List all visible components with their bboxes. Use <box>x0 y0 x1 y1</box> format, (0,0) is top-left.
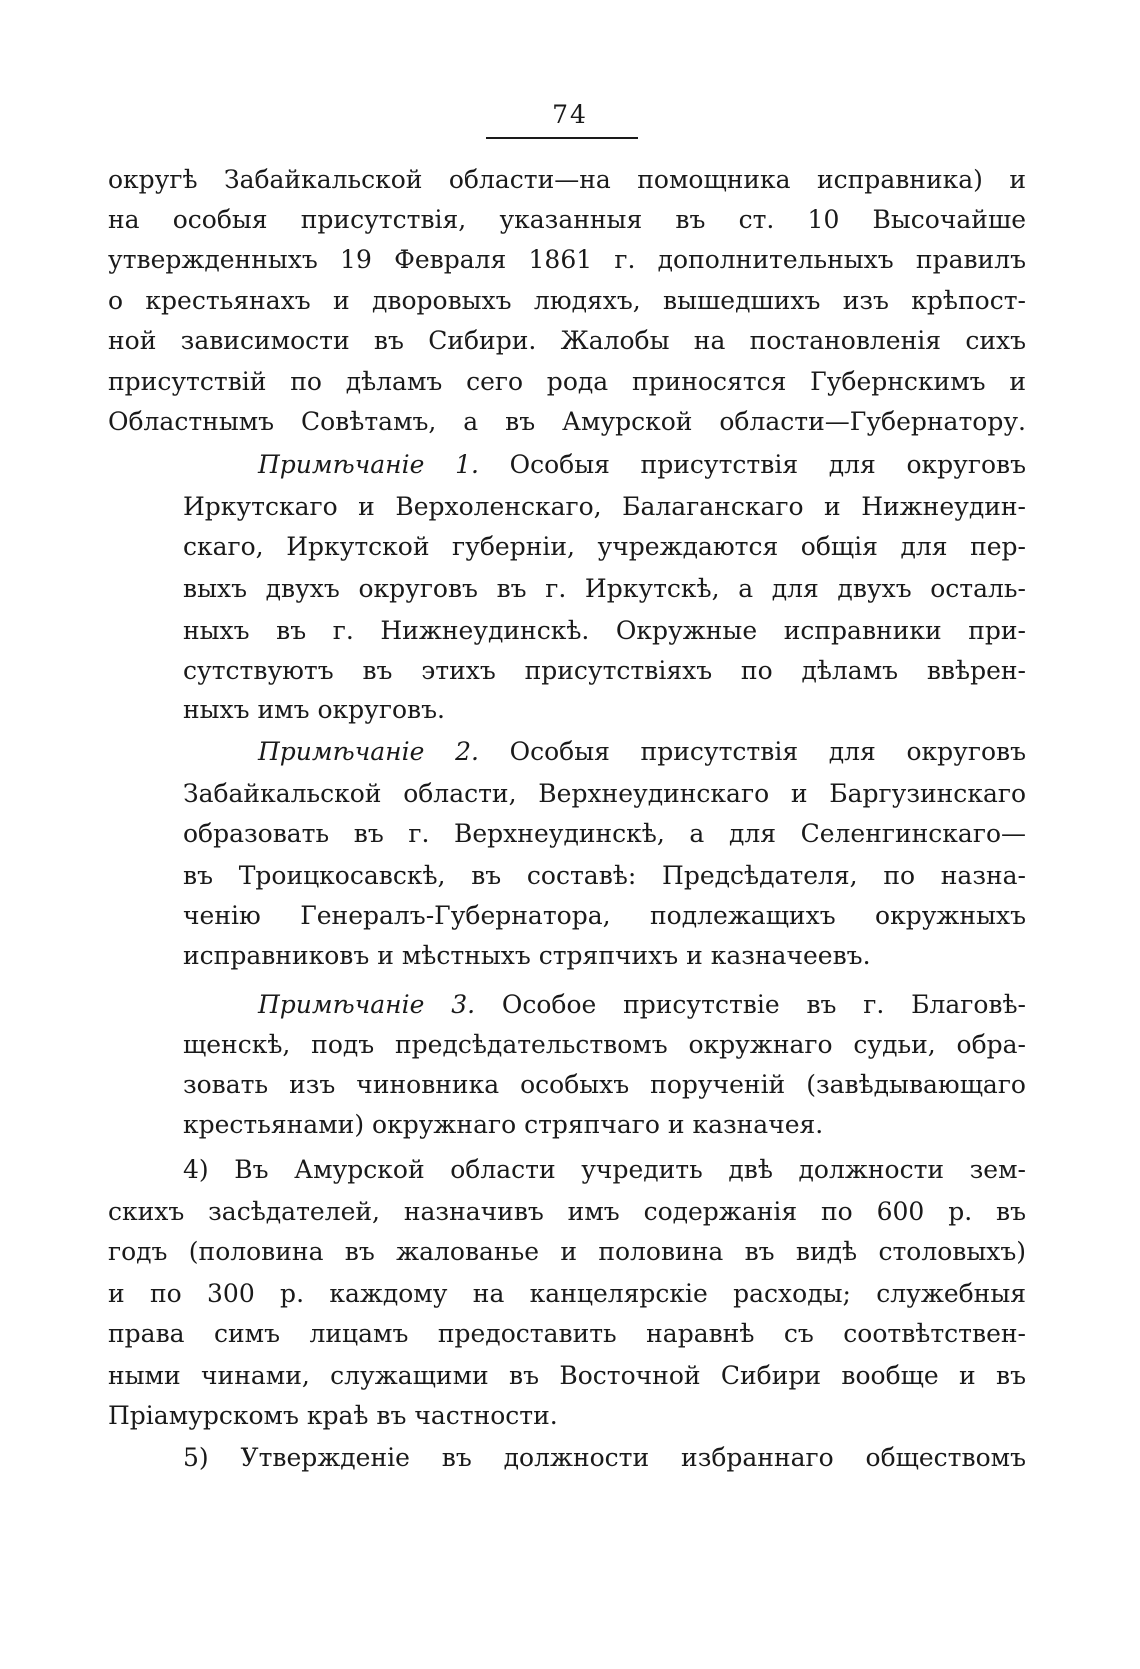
text-line: образовать въ г. Верхнеудинскѣ, а для Селенгинскаго— <box>183 819 1026 848</box>
text-line: присутствій по дѣламъ сего рода приносятся Губернскимъ и <box>108 367 1026 396</box>
note-2-first-line-text: Особыя присутствія для округовъ <box>509 737 1026 766</box>
text-line: права симъ лицамъ предоставить наравнѣ съ соотвѣтствен- <box>108 1319 1026 1348</box>
note-3-first-line <box>258 985 1026 1025</box>
text-line: щенскѣ, подъ предсѣдательствомъ окружнаго судьи, обра- <box>183 1030 1026 1059</box>
note-2-label: Примѣчаніе 2. <box>258 737 479 766</box>
text-line: скихъ засѣдателей, назначивъ имъ содержанія по 600 р. въ <box>108 1197 1026 1226</box>
text-line: ными чинами, служащими въ Восточной Сибири вообще и въ <box>108 1361 1026 1390</box>
text-line: зовать изъ чиновника особыхъ порученій (завѣдывающаго <box>183 1070 1026 1099</box>
text-line: Иркутскаго и Верхоленскаго, Балаганскаго и Нижнеудин- <box>183 492 1026 521</box>
text-line: Областнымъ Совѣтамъ, а въ Амурской области—Губернатору. <box>108 407 1026 436</box>
text-line: крестьянами) окружнаго стряпчаго и казначея. <box>183 1110 824 1139</box>
page-number: 74 <box>552 100 588 129</box>
text-line: скаго, Иркутской губерніи, учреждаются общія для пер- <box>183 532 1026 561</box>
text-line: ной зависимости въ Сибири. Жалобы на постановленія сихъ <box>108 326 1026 355</box>
text-line: Пріамурскомъ краѣ въ частности. <box>108 1401 558 1430</box>
text-line: ныхъ имъ округовъ. <box>183 695 445 724</box>
text-line: ныхъ въ г. Нижнеудинскѣ. Окружные исправники при- <box>183 616 1026 645</box>
text-line: на особыя присутствія, указанныя въ ст. 10 Высочайше <box>108 205 1026 234</box>
text-line: выхъ двухъ округовъ въ г. Иркутскѣ, а для двухъ осталь- <box>183 574 1026 603</box>
text-line: 4) Въ Амурской области учредить двѣ должности зем- <box>183 1155 1026 1184</box>
note-2-first-line <box>258 732 1026 772</box>
note-3-label: Примѣчаніе 3. <box>258 990 476 1019</box>
page-number-rule <box>486 137 638 139</box>
note-1-first-line-text: Особыя присутствія для округовъ <box>509 450 1026 479</box>
text-line: Забайкальской области, Верхнеудинскаго и Баргузинскаго <box>183 779 1026 808</box>
text-line: годъ (половина въ жалованье и половина въ видѣ столовыхъ) <box>108 1237 1026 1266</box>
note-1-first-line <box>258 445 1026 485</box>
text-line: ченію Генералъ-Губернатора, подлежащихъ окружныхъ <box>183 901 1026 930</box>
note-3-first-line-text: Особое присутствіе въ г. Благовѣ- <box>501 990 1026 1019</box>
text-line: округѣ Забайкальской области—на помощника исправника) и <box>108 165 1026 194</box>
text-line: и по 300 р. каждому на канцелярскіе расходы; служебныя <box>108 1279 1026 1308</box>
text-line: исправниковъ и мѣстныхъ стряпчихъ и казначеевъ. <box>183 941 871 970</box>
text-line: сутствуютъ въ этихъ присутствіяхъ по дѣламъ ввѣрен- <box>183 656 1026 685</box>
note-1-label: Примѣчаніе 1. <box>258 450 479 479</box>
text-line: о крестьянахъ и дворовыхъ людяхъ, вышедшихъ изъ крѣпост- <box>108 286 1026 315</box>
text-line: 5) Утвержденіе въ должности избраннаго обществомъ <box>183 1443 1026 1472</box>
text-line: утвержденныхъ 19 Февраля 1861 г. дополнительныхъ правилъ <box>108 245 1026 274</box>
text-line: въ Троицкосавскѣ, въ составѣ: Предсѣдателя, по назна- <box>183 861 1026 890</box>
